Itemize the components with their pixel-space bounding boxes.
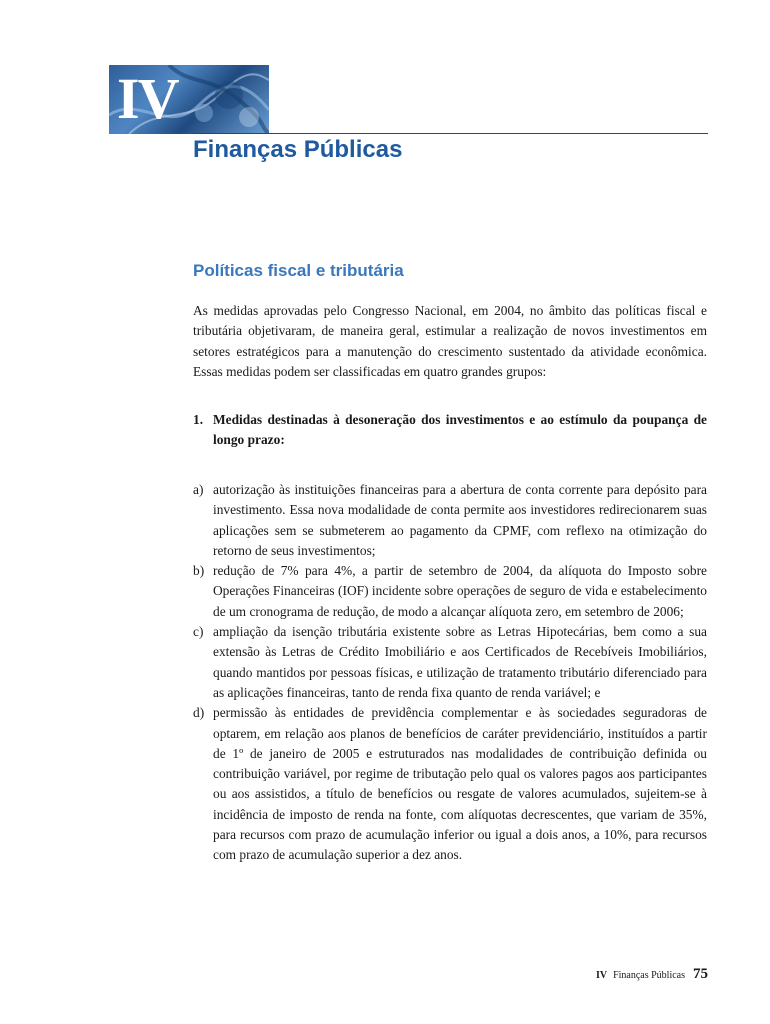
list-item-text: autorização às instituições financeiras para a abertura de conta corrente para depósito para investimento. Essa nova modalidade de conta permite aos investidores redirecionarem suas aplicações sem se submeterem ao pagamento da CPMF, com reflexo na otimização do retorno de seus investimentos; bbox=[213, 482, 707, 558]
footer-title: Finanças Públicas bbox=[613, 970, 685, 981]
list-item bbox=[193, 561, 707, 622]
chapter-banner bbox=[109, 65, 269, 134]
list-item bbox=[193, 703, 707, 865]
list-item-text: redução de 7% para 4%, a partir de setembro de 2004, da alíquota do Imposto sobre Operações Financeiras (IOF) incidente sobre operações de seguro de vida e estabelecimento de um cronograma de redução, de modo a alcançar alíquota zero, em setembro de 2006; bbox=[213, 563, 707, 619]
list-item-text: permissão às entidades de previdência complementar e às sociedades seguradoras de optarem, em relação aos planos de benefícios de caráter previdenciário, instituídos a partir de 1º de janeiro de 2005 e estruturados nas modalidades de contribuição definida ou contribuição variável, por regime de tributação pelo qual os valores pagos aos participantes ou aos assistidos, a título de benefícios ou resgate de valores acumulados, sujeitem-se à incidência de imposto de renda na fonte, com alíquotas decrescentes, que variam de 35%, para recursos com prazo de acumulação inferior ou igual a dois anos, a 10%, para recursos com prazo de acumulação superior a dez anos. bbox=[213, 705, 707, 863]
list-item-marker: a) bbox=[193, 482, 204, 497]
list-item-text: ampliação da isenção tributária existente sobre as Letras Hipotecárias, bem como a sua extensão às Letras de Crédito Imobiliário e aos Certificados de Recebíveis Imobiliários, quando mantidos por pessoas físicas, e utilização de tratamento tributário diferenciado para as aplicações financeiras, tanto de renda fixa quanto de renda variável; e bbox=[213, 624, 707, 700]
footer-chapter: IV bbox=[595, 970, 608, 981]
group-number: 1. bbox=[193, 412, 204, 427]
group-text: Medidas destinadas à desoneração dos investimentos e ao estímulo da poupança de longo prazo: bbox=[213, 412, 707, 448]
list-item-marker: d) bbox=[193, 705, 205, 721]
chapter-title: Finanças Públicas bbox=[193, 136, 403, 163]
section-title: Políticas fiscal e tributária bbox=[193, 261, 404, 280]
page-number: 75 bbox=[693, 966, 708, 982]
list-item bbox=[193, 480, 707, 561]
page-footer bbox=[596, 964, 708, 986]
chapter-numeral: IV bbox=[117, 66, 178, 131]
group-heading bbox=[193, 410, 707, 451]
list-item-marker: b) bbox=[193, 563, 205, 579]
intro-paragraph: As medidas aprovadas pelo Congresso Nacional, em 2004, no âmbito das políticas fiscal e tributária objetivaram, de maneira geral, estimular a realização de novos investimentos em setores estratégicos para a manutenção do crescimento sustentado da atividade econômica. Essas medidas podem ser classificadas em quatro grandes grupos: bbox=[193, 303, 707, 379]
list-item-marker: c) bbox=[193, 624, 204, 640]
list-item bbox=[193, 622, 707, 703]
measures-list bbox=[193, 480, 707, 866]
